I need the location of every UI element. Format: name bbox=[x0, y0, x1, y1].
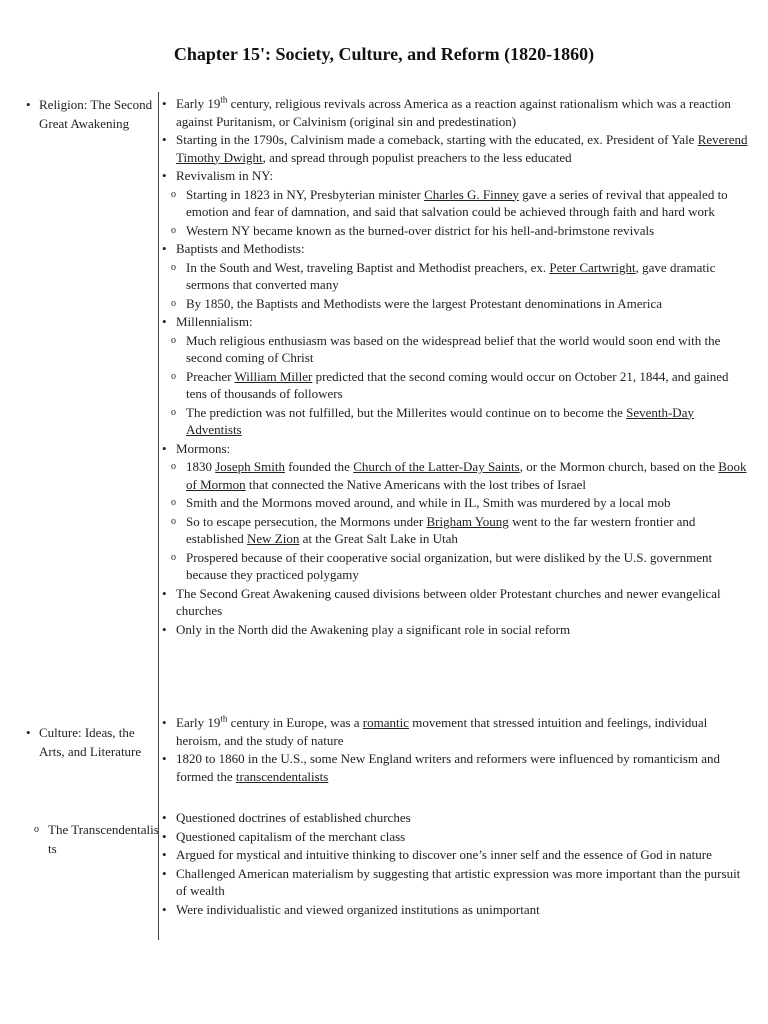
item-text: The prediction was not fulfilled, but the Millerites would continue on to become the bbox=[186, 404, 627, 420]
circle-bullet-icon: o bbox=[171, 297, 176, 309]
circle-bullet-icon: o bbox=[171, 370, 176, 382]
notes-list bbox=[162, 714, 752, 786]
bullet-icon: • bbox=[162, 810, 167, 825]
item-text: Only in the North did the Awakening play a significant role in social reform bbox=[176, 621, 571, 637]
notes-list bbox=[162, 809, 752, 919]
sub-bullet-item bbox=[162, 458, 752, 493]
sub-bullet-item bbox=[162, 259, 752, 294]
item-text: Prospered because of their cooperative social organization, but were disliked by the U.S. government because they practiced polygamy bbox=[186, 549, 713, 582]
underlined-term: Joseph Smith bbox=[215, 459, 285, 474]
circle-bullet-icon: o bbox=[171, 461, 176, 472]
item-text: Preacher bbox=[186, 368, 235, 384]
bullet-item bbox=[162, 95, 752, 130]
bullet-icon: • bbox=[162, 847, 167, 862]
underlined-term: Reverend Timothy Dwight bbox=[176, 132, 748, 165]
item-text: , and spread through populist preachers to the less educated bbox=[262, 149, 572, 165]
underlined-term: romantic bbox=[362, 715, 410, 730]
item-text: th bbox=[220, 713, 228, 724]
sub-bullet-item bbox=[162, 368, 752, 403]
item-text: , or the Mormon church, based on the bbox=[519, 459, 719, 474]
sub-bullet-item bbox=[162, 332, 752, 367]
sub-bullet-item bbox=[162, 222, 752, 240]
bullet-icon: • bbox=[162, 715, 167, 730]
circle-bullet-icon: o bbox=[171, 551, 176, 563]
item-text: Mormons: bbox=[176, 440, 231, 456]
item-text: th bbox=[220, 94, 228, 105]
item-text: Starting in the 1790s, Calvinism made a comeback, starting with the educated, ex. President of Yale bbox=[176, 132, 698, 147]
underlined-term: Church of the Latter-Day Saints bbox=[353, 459, 520, 474]
topic-label-text: The Transcendentalists bbox=[48, 822, 159, 856]
bullet-icon: • bbox=[162, 168, 167, 183]
bullet-icon: • bbox=[26, 725, 31, 740]
item-text: gave a series of revival that appealed to emotion and fear of damnation, and said that salvation could be achieved through faith and hard work bbox=[186, 186, 728, 219]
bullet-item bbox=[162, 901, 752, 919]
underlined-term: transcendentalists bbox=[235, 768, 329, 784]
item-text: Smith and the Mormons moved around, and while in IL, Smith was murdered by a local mob bbox=[186, 495, 671, 510]
bullet-icon: • bbox=[162, 241, 167, 256]
circle-bullet-icon: o bbox=[171, 188, 176, 200]
item-text: Much religious enthusiasm was based on the widespread belief that the world would soon end with the second coming of Christ bbox=[186, 332, 721, 365]
bullet-item bbox=[162, 167, 752, 185]
bullet-item bbox=[162, 846, 752, 864]
item-text: movement that stressed intuition and feelings, individual heroism, and the study of nature bbox=[176, 715, 708, 748]
sub-bullet-item bbox=[162, 494, 752, 512]
circle-bullet-icon: o bbox=[171, 334, 176, 346]
bullet-item bbox=[162, 621, 752, 639]
bullet-icon: • bbox=[162, 132, 167, 147]
item-text: went to the far western frontier and established bbox=[186, 513, 696, 546]
bullet-item bbox=[162, 440, 752, 458]
underlined-term: Book of Mormon bbox=[186, 459, 747, 492]
item-text: at the Great Salt Lake in Utah bbox=[299, 531, 458, 546]
item-text: Western NY became known as the burned-over district for his hell-and-brimstone revivals bbox=[186, 222, 655, 238]
circle-bullet-icon: o bbox=[171, 406, 176, 418]
bullet-item bbox=[162, 585, 752, 620]
item-text: The Second Great Awakening caused divisions between older Protestant churches and newer evangelical churches bbox=[176, 585, 721, 618]
item-text: Revivalism in NY: bbox=[176, 168, 274, 183]
item-text: that connected the Native Americans with the lost tribes of Israel bbox=[245, 476, 587, 492]
underlined-term: Charles G. Finney bbox=[424, 186, 520, 202]
item-text: Baptists and Methodists: bbox=[176, 241, 305, 256]
sub-bullet-item bbox=[162, 295, 752, 313]
bullet-icon: • bbox=[162, 751, 167, 766]
underlined-term: Brigham Young bbox=[426, 513, 509, 529]
underlined-term: Seventh-Day Adventists bbox=[186, 404, 694, 437]
bullet-item bbox=[162, 313, 752, 331]
item-text: century in Europe, was a bbox=[227, 715, 363, 730]
item-text: Early 19 bbox=[176, 96, 221, 111]
item-text: century, religious revivals across America as a reaction against rationalism which was a reaction against Puritanism, or Calvinism (original sin and predestination) bbox=[176, 96, 731, 129]
topic-label-text: Religion: The Second Great Awakening bbox=[39, 97, 153, 131]
bullet-item bbox=[162, 131, 752, 166]
bullet-item bbox=[162, 240, 752, 258]
bullet-icon: • bbox=[26, 97, 31, 112]
item-text: , gave dramatic sermons that converted many bbox=[186, 259, 716, 292]
item-text: Were individualistic and viewed organized institutions as unimportant bbox=[176, 901, 540, 917]
item-text: Challenged American materialism by suggesting that artistic expression was more important than the pursuit of wealth bbox=[176, 865, 741, 898]
item-text: So to escape persecution, the Mormons under bbox=[186, 513, 427, 529]
item-text: Early 19 bbox=[176, 715, 221, 730]
item-text: Starting in 1823 in NY, Presbyterian minister bbox=[186, 186, 425, 202]
bullet-item bbox=[162, 809, 752, 827]
circle-bullet-icon: o bbox=[171, 515, 176, 527]
sub-bullet-item bbox=[162, 549, 752, 584]
bullet-item bbox=[162, 714, 752, 749]
circle-bullet-icon: o bbox=[34, 824, 39, 835]
sub-bullet-item bbox=[162, 186, 752, 221]
item-text: 1830 bbox=[186, 459, 216, 474]
topic-label bbox=[26, 723, 154, 761]
item-text: By 1850, the Baptists and Methodists were the largest Protestant denominations in America bbox=[186, 295, 662, 311]
bullet-icon: • bbox=[162, 314, 167, 329]
notes-list bbox=[162, 95, 752, 639]
item-text: founded the bbox=[284, 459, 354, 474]
circle-bullet-icon: o bbox=[171, 497, 176, 508]
item-text: Questioned capitalism of the merchant class bbox=[176, 828, 406, 844]
column-divider bbox=[158, 92, 159, 940]
sub-bullet-item bbox=[162, 513, 752, 548]
item-text: In the South and West, traveling Baptist and Methodist preachers, ex. bbox=[186, 259, 550, 275]
bullet-icon: • bbox=[162, 96, 167, 111]
item-text: Millennialism: bbox=[176, 314, 253, 329]
circle-bullet-icon: o bbox=[171, 224, 176, 236]
bullet-item bbox=[162, 828, 752, 846]
bullet-icon: • bbox=[162, 901, 167, 917]
bullet-icon: • bbox=[162, 585, 167, 601]
page-title: Chapter 15': Society, Culture, and Reform (1820-1860) bbox=[173, 44, 595, 64]
bullet-icon: • bbox=[162, 440, 167, 456]
underlined-term: Peter Cartwright bbox=[549, 259, 636, 275]
bullet-item bbox=[162, 865, 752, 900]
item-text: 1820 to 1860 in the U.S., some New England writers and reformers were influenced by romanticism and formed the bbox=[176, 751, 721, 784]
underlined-term: New Zion bbox=[247, 531, 300, 546]
bullet-icon: • bbox=[162, 865, 167, 881]
bullet-item bbox=[162, 750, 752, 785]
item-text: predicted that the second coming would occur on October 21, 1844, and gained tens of thousands of followers bbox=[186, 368, 729, 401]
item-text: Argued for mystical and intuitive thinking to discover one’s inner self and the essence of God in nature bbox=[176, 847, 712, 862]
sub-bullet-item bbox=[162, 404, 752, 439]
circle-bullet-icon: o bbox=[171, 261, 176, 273]
bullet-icon: • bbox=[162, 828, 167, 844]
topic-label-text: Culture: Ideas, the Arts, and Literature bbox=[39, 725, 142, 759]
topic-label bbox=[26, 95, 154, 133]
underlined-term: William Miller bbox=[234, 368, 313, 384]
item-text: Questioned doctrines of established churches bbox=[176, 810, 411, 825]
topic-label bbox=[26, 820, 160, 858]
bullet-icon: • bbox=[162, 621, 167, 637]
